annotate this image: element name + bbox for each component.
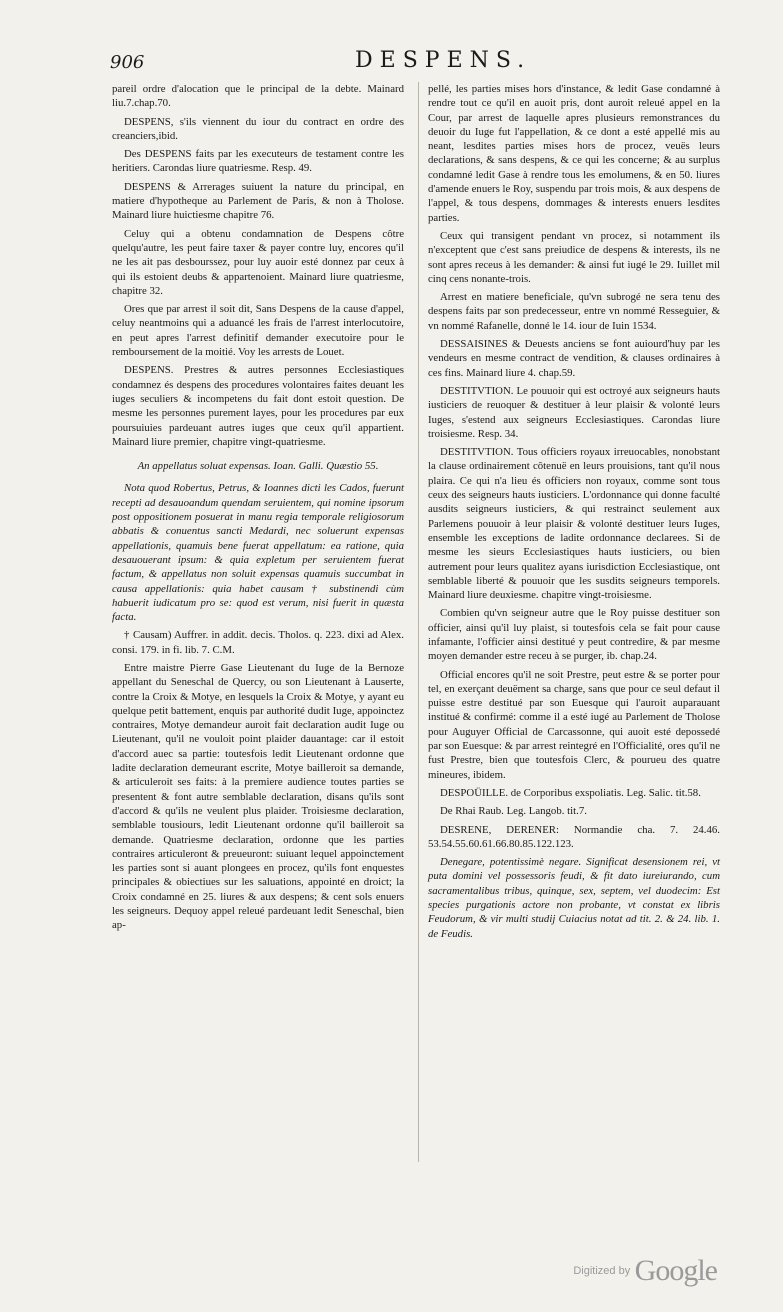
paragraph: Official encores qu'il ne soit Prestre, peut estre & se porter pour tel, en exerçant deuëment sa charge, sans que pour ce seul defaut il puisse estre destitué par son Euesque qui l'auroit auparauant institué & confirmé: comme il a esté iugé au Parlement de Tholose pour Auguyer Official de Carcassonne, qui auoit esté depossedé par son Euesque: & par arrest reintegré en l'Officialité, ores qu'il ne fust Prestre, bien que toutesfois Clerc, & pourueu des quatre mineures, ibidem.	[428, 668, 720, 781]
page-number: 906	[110, 52, 145, 73]
paragraph: DESPOÜILLE. de Corporibus exspoliatis. Leg. Salic. tit.58.	[440, 786, 701, 799]
google-logo: Google	[634, 1254, 717, 1287]
running-head: DESPENS.	[355, 48, 532, 73]
paragraph: DESSAISINES & Deuests anciens se font auiourd'huy par les vendeurs en mesme contract de vendition, & clauses ordinaires à ces fins. Mainard liure 4. chap.59.	[428, 338, 720, 379]
paragraph: Arrest en matiere beneficiale, qu'vn subrogé ne sera tenu des despens faits par son predecesseur, entre vn nommé Resseguier, & vn nommé Rafanelle, donné le 14. iour de Iuin 1534.	[428, 291, 720, 332]
digitized-watermark	[573, 1254, 717, 1288]
latin-paragraph: Nota quod Robertus, Petrus, & Ioannes dicti les Cados, fuerunt recepti ad desauoandum quendam seruientem, qui nomine ipsorum post oppositionem posuerat in manu regia temporale religiosorum abbatis & conuentus sancti Medardi, nec soluerunt expensas appellationis, quamuis bene fuerat appellatum: ea ratione, quia desauouerant ipsum: & quia expletum per seruientem fuerat factum, & appellatus non soluit expensas quamuis succumbat in causa appellationis: quia habet causam † substinendi cùm habuerit iudicatum pro se: quod est verum, nisi fuerit in quæsta facta.	[112, 482, 404, 624]
paragraph: pellé, les parties mises hors d'instance, & ledit Gase condamné à rendre tout ce qu'il en auoit pris, dont auroit releué appel en la Cour, par arrest de laquelle apres plusieurs remonstrances du deuoir du Iuge fut l'appellation, & ce dont a esté appellé mis au neant, lesdites parties mises hors de procez, veuës leurs declarations, & sans despens, & ce qui les concerne; & au surplus condamné ledit Gase à rendre tous les emolumens, & en 50. liures d'amende enuers le Roy, suspendu par trois mois, & aux despens de l'appel, & tous despens, dommages & interests enuers lesdites parties.	[428, 83, 720, 224]
paragraph: DESTITVTION. Tous officiers royaux irreuocables, nonobstant la clause ordinairement côtenuë en leurs prouisions, tant qu'il nous plaira. Ce qui n'a lieu és officiers non royaux, comme sont tous ceux des seigneurs hauts iusticiers. L'ordonnance qui donne faculté ausdits seigneurs iusticiers, & qui restrainct seulement aux Parlemens pouuoir à leur plaisir & volonté destituer leurs Iuges, ensemble les exceptions de ladite ordonnance declarees. Si de mesme les sieurs Ecclesiastiques hauts iusticiers, ou bien autrement pour leurs qualitez ayans iurisdiction Ecclesiastique, ont semblable liberté & pouuoir que les susdits seigneurs temporels. Mainard liure deuxiesme. chapitre vingt-troisiesme.	[428, 446, 720, 602]
paragraph: Ores que par arrest il soit dit, Sans Despens de la cause d'appel, celuy neantmoins qui a aduancé les frais de l'arrest interlocutoire, en peut apres l'arrest definitif demander executoire pour le remboursement de la moitié. Voy les arrests de Louet.	[112, 303, 404, 359]
paragraph: Celuy qui a obtenu condamnation de Despens côtre quelqu'autre, les peut faire taxer & payer contre luy, encores qu'il ne les ait pas desbourssez, pour luy auoir esté donnez par ceux à qui ils estoient deubs & appartenoient. Mainard liure quatriesme, chapitre 32.	[112, 227, 404, 297]
section-title: An appellatus soluat expensas. Ioan. Galli. Quæstio 55.	[137, 460, 379, 473]
latin-paragraph: Denegare, potentissimè negare. Significat desensionem rei, vt puta domini vel possessoris feudi, & fit dato iureiurando, cum sacramentalibus tribus, quinque, sex, septem, vel duodecim: Est species purgationis actore non probante, vt constat ex libris Feudorum, & vir multi studij Cuiacius notat ad tit. 2. & 24. lib. 1. de Feudis.	[428, 856, 720, 940]
paragraph: pareil ordre d'alocation que le principal de la debte. Mainard liu.7.chap.70.	[112, 83, 404, 110]
paragraph: DESTITVTION. Le pouuoir qui est octroyé aux seigneurs hauts iusticiers de reuoquer & destituer à leur plaisir & volonté leurs Iuges, s'estend aux seigneurs Ecclesiastiques. Carondas liure troisiesme. Resp. 34.	[428, 384, 720, 440]
column-divider	[418, 82, 419, 1162]
page-header	[110, 48, 730, 82]
paragraph: Combien qu'vn seigneur autre que le Roy puisse destituer son officier, ainsi qu'il luy plaist, si toutesfois cela se fait pour cause infamante, l'officier ainsi destitué y peut contredire, & par mesme moyen demander estre receu à se purger, ib. chap.24.	[428, 607, 720, 663]
paragraph: De Rhai Raub. Leg. Langob. tit.7.	[440, 805, 587, 818]
footnote: † Causam) Auffrer. in addit. decis. Tholos. q. 223. dixi ad Alex. consi. 179. in fi. lib. 7. C.M.	[112, 629, 404, 656]
paragraph: DESPENS & Arrerages suiuent la nature du principal, en matiere d'hypotheque au Parlement de Paris, & non à Tholose. Mainard liure huictiesme chapitre 76.	[112, 180, 404, 222]
right-column	[428, 82, 720, 945]
paragraph: DESPENS, s'ils viennent du iour du contract en ordre des creanciers,ibid.	[112, 115, 404, 142]
paragraph: Des DESPENS faits par les executeurs de testament contre les heritiers. Carondas liure quatriesme. Resp. 49.	[112, 148, 404, 175]
paragraph: Ceux qui transigent pendant vn procez, si notamment ils n'exceptent que c'est sans preiudice de despens & interests, ils ne sont apres receus à les demander: & ainsi fut iugé le 29. Iuillet mil cinq cens nonante-trois.	[428, 229, 720, 285]
left-column	[112, 82, 404, 937]
paragraph: Entre maistre Pierre Gase Lieutenant du Iuge de la Bernoze appellant du Seneschal de Quercy, ou son Lieutenant à Lauserte, contre la Croix & Motye, en lesquels la Croix & Motye, y ayant eu quelque petit battement, enquis par authorité dudit Iuge, appoinctez contraires, Motye demandeur auroit fait declaration audit Iuge ou Lieutenant, qu'il ne vouloit point plaider dauantage: car il estoit d'accord auec sa partie: toutesfois ledit Lieutenant ordonne que ladite declaration demeurant escrite, Motye bailleroit sa demande, & articuleroit ses faits: à la premiere audience toutes parties se presentent & font autre semblable declaration, disans qu'ils sont d'accord & qu'ils ne veulent plus plaider. Troisiesme declaration, semblable tousiours, ledit Lieutenant ordonne qu'il bailleroit sa demande. Quatriesme declaration, ordonne que les parties contraires articuleront & preueuront: suiuant lequel appoinctement les parties sont si auant plongees en procez, qu'ils font enquestes principales & obiectiues sur les saluations, appointé en droict; la Croix condamné en 25. liures & aux despens; & cent sols enuers les seigneurs. Dequoy appel releué pardeuant ledit Seneschal, bien ap-	[112, 661, 404, 932]
watermark-prefix: Digitized by	[573, 1265, 631, 1277]
paragraph: DESPENS. Prestres & autres personnes Ecclesiastiques condamnez és despens des procedures volontaires faites deuant les iuges seculiers & incompetens du fait dont estoit question. De mesme les personnes purement layes, pour les procedures par eux poursuiuies pardeuant autres iuges que ceux qu'il appartient. Mainard liure premier, chapitre vingt-quatriesme.	[112, 364, 404, 448]
paragraph: DESRENE, DERENER: Normandie cha. 7. 24.46. 53.54.55.60.61.66.80.85.122.123.	[428, 823, 720, 850]
